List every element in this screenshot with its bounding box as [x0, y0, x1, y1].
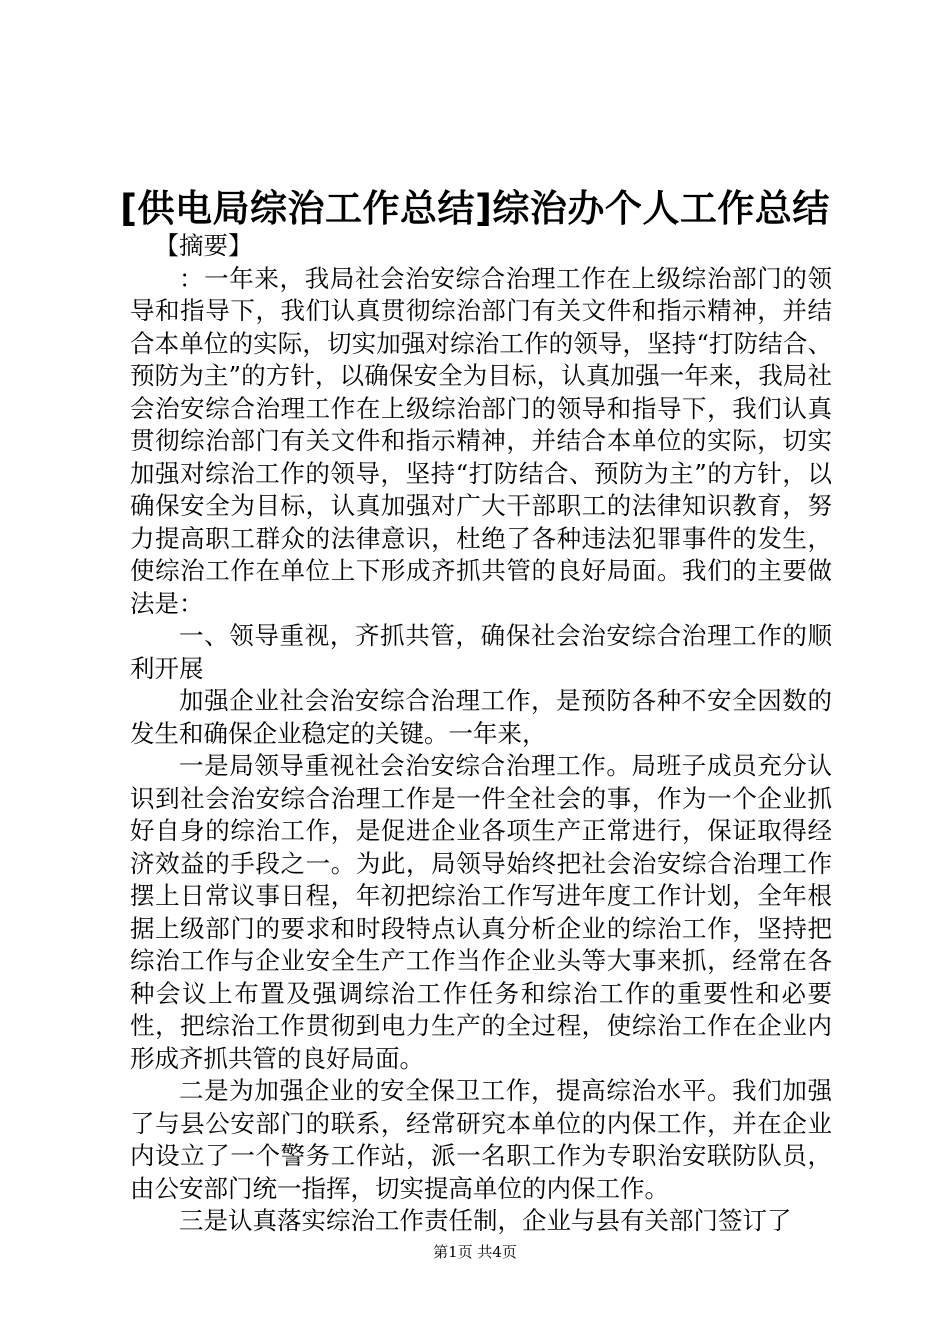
section-heading: 一、领导重视，齐抓共管，确保社会治安综合治理工作的顺利开展: [130, 621, 832, 683]
body-paragraph: 一是局领导重视社会治安综合治理工作。局班子成员充分认识到社会治安综合治理工作是一件全社会的事，作为一个企业抓好自身的综治工作，是促进企业各项生产正常进行，保证取得经济效益的手段之一。为此，局领导始终把社会治安综合治理工作摆上日常议事日程，年初把综治工作写进年度工作计划，全年根据上级部门的要求和时段特点认真分析企业的综治工作，坚持把综治工作与企业安全生产工作当作企业头等大事来抓，经常在各种会议上布置及强调综治工作任务和综治工作的重要性和必要性，把综治工作贯彻到电力生产的全过程，使综治工作在企业内形成齐抓共管的良好局面。: [130, 751, 832, 1073]
body-paragraph: 二是为加强企业的安全保卫工作，提高综治水平。我们加强了与县公安部门的联系，经常研究本单位的内保工作，并在企业内设立了一个警务工作站，派一名职工作为专职治安联防队员，由公安部门统一指挥，切实提高单位的内保工作。: [130, 1076, 832, 1203]
abstract-label: 【摘要】: [154, 231, 253, 260]
document-body: [130, 230, 832, 1238]
body-paragraph: 加强企业社会治安综合治理工作，是预防各种不安全因数的发生和确保企业稳定的关键。一年来，: [130, 686, 832, 748]
document-title: [供电局综治工作总结]综治办个人工作总结: [120, 187, 830, 230]
page-footer: 第1页 共4页: [433, 1243, 517, 1261]
abstract-paragraph: ：一年来，我局社会治安综合治理工作在上级综治部门的领导和指导下，我们认真贯彻综治部门有关文件和指示精神，并结合本单位的实际，切实加强对综治工作的领导，坚持“打防结合、预防为主”的方针，以确保安全为目标，认真加强一年来，我局社会治安综合治理工作在上级综治部门的领导和指导下，我们认真贯彻综治部门有关文件和指示精神，并结合本单位的实际，切实加强对综治工作的领导，坚持“打防结合、预防为主”的方针，以确保安全为目标，认真加强对广大干部职工的法律知识教育，努力提高职工群众的法律意识，杜绝了各种违法犯罪事件的发生，使综治工作在单位上下形成齐抓共管的良好局面。我们的主要做法是：: [130, 263, 832, 618]
body-paragraph: 三是认真落实综治工作责任制，企业与县有关部门签订了: [179, 1206, 792, 1235]
